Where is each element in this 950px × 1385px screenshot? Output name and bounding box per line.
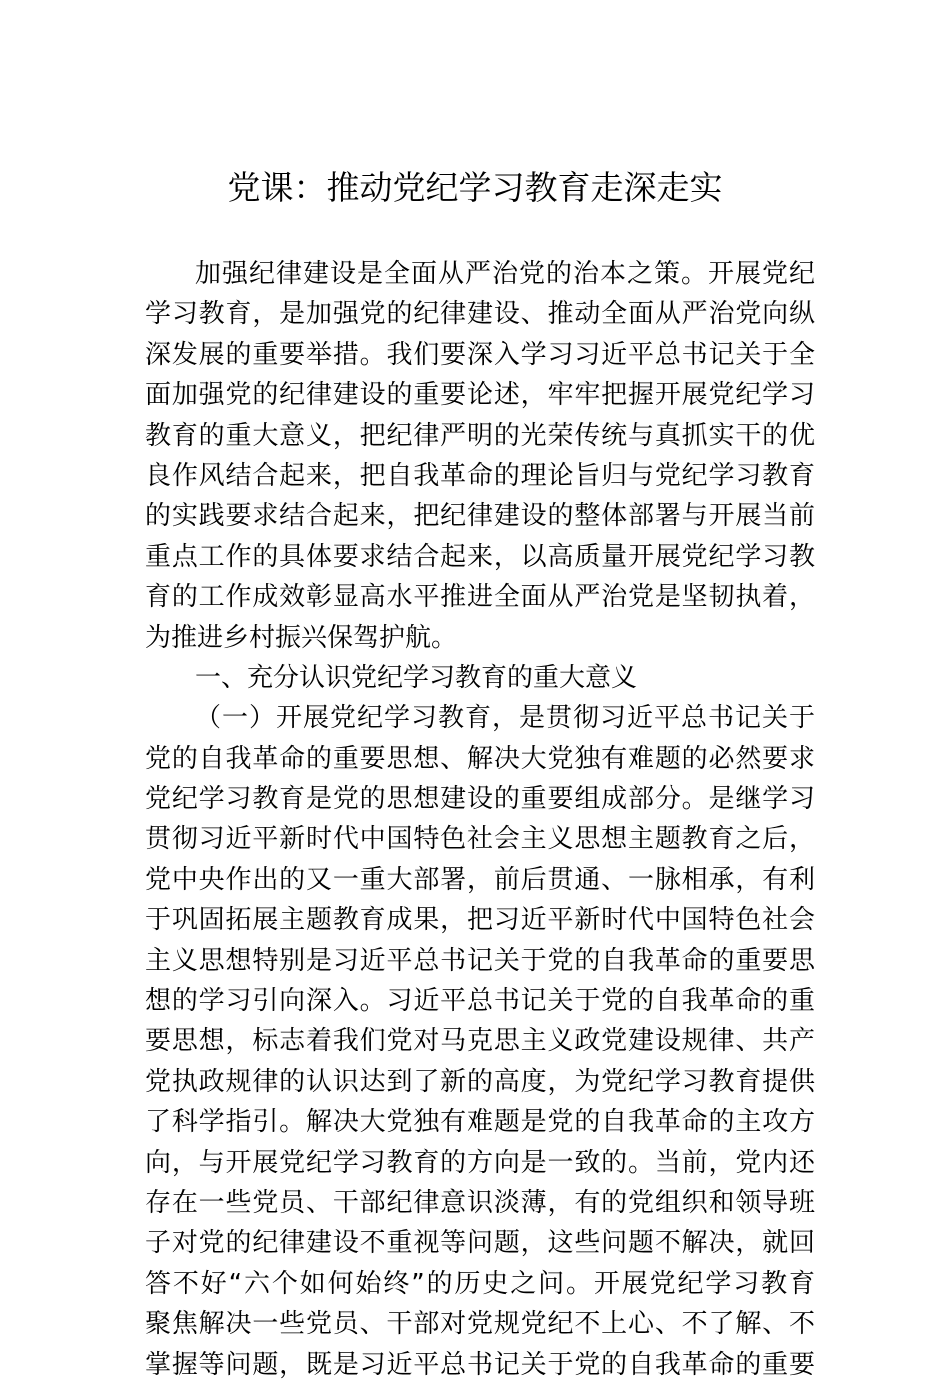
text-line: 良作风结合起来，把自我革命的理论旨归与党纪学习教育 [145,460,815,491]
text-line: 深发展的重要举措。我们要深入学习习近平总书记关于全 [145,339,815,370]
text-line: 贯彻习近平新时代中国特色社会主义思想主题教育之后， [145,824,815,855]
text-line: 的实践要求结合起来，把纪律建设的整体部署与开展当前 [145,501,815,532]
text-line: 于巩固拓展主题教育成果，把习近平新时代中国特色社会 [145,905,815,936]
text-line: 存在一些党员、干部纪律意识淡薄，有的党组织和领导班 [145,1187,815,1218]
text-line: 想的学习引向深入。习近平总书记关于党的自我革命的重 [145,986,815,1017]
text-line: 聚焦解决一些党员、干部对党规党纪不上心、不了解、不 [145,1309,815,1340]
text-line: 党中央作出的又一重大部署，前后贯通、一脉相承，有利 [145,864,815,895]
text-line: 党的自我革命的重要思想、解决大党独有难题的必然要求 [145,743,815,774]
text-line: 了科学指引。解决大党独有难题是党的自我革命的主攻方 [145,1107,815,1138]
text-line: 答不好“六个如何始终”的历史之问。开展党纪学习教育 [145,1268,815,1299]
text-line: 教育的重大意义，把纪律严明的光荣传统与真抓实干的优 [145,420,815,451]
document-body [145,254,815,1385]
text-line: 为推进乡村振兴保驾护航。 [145,622,458,653]
text-line: 向，与开展党纪学习教育的方向是一致的。当前，党内还 [145,1147,815,1178]
text-line: 子对党的纪律建设不重视等问题，这些问题不解决，就回 [145,1228,815,1259]
text-line: 要思想，标志着我们党对马克思主义政党建设规律、共产 [145,1026,815,1057]
text-line: 重点工作的具体要求结合起来，以高质量开展党纪学习教 [145,541,815,572]
text-line: （一）开展党纪学习教育，是贯彻习近平总书记关于 [195,703,815,734]
text-line: 一、充分认识党纪学习教育的重大意义 [195,662,638,693]
text-line: 育的工作成效彰显高水平推进全面从严治党是坚韧执着， [145,582,815,613]
text-line: 掌握等问题，既是习近平总书记关于党的自我革命的重要 [145,1349,815,1380]
text-line: 主义思想特别是习近平总书记关于党的自我革命的重要思 [145,945,815,976]
text-line: 加强纪律建设是全面从严治党的治本之策。开展党纪 [195,259,815,289]
text-line: 党纪学习教育是党的思想建设的重要组成部分。是继学习 [145,784,815,815]
document-title: 党课：推动党纪学习教育走深走实 [227,168,723,207]
text-line: 面加强党的纪律建设的重要论述，牢牢把握开展党纪学习 [145,380,815,411]
text-line: 党执政规律的认识达到了新的高度，为党纪学习教育提供 [145,1066,815,1097]
text-line: 学习教育，是加强党的纪律建设、推动全面从严治党向纵 [145,299,815,330]
